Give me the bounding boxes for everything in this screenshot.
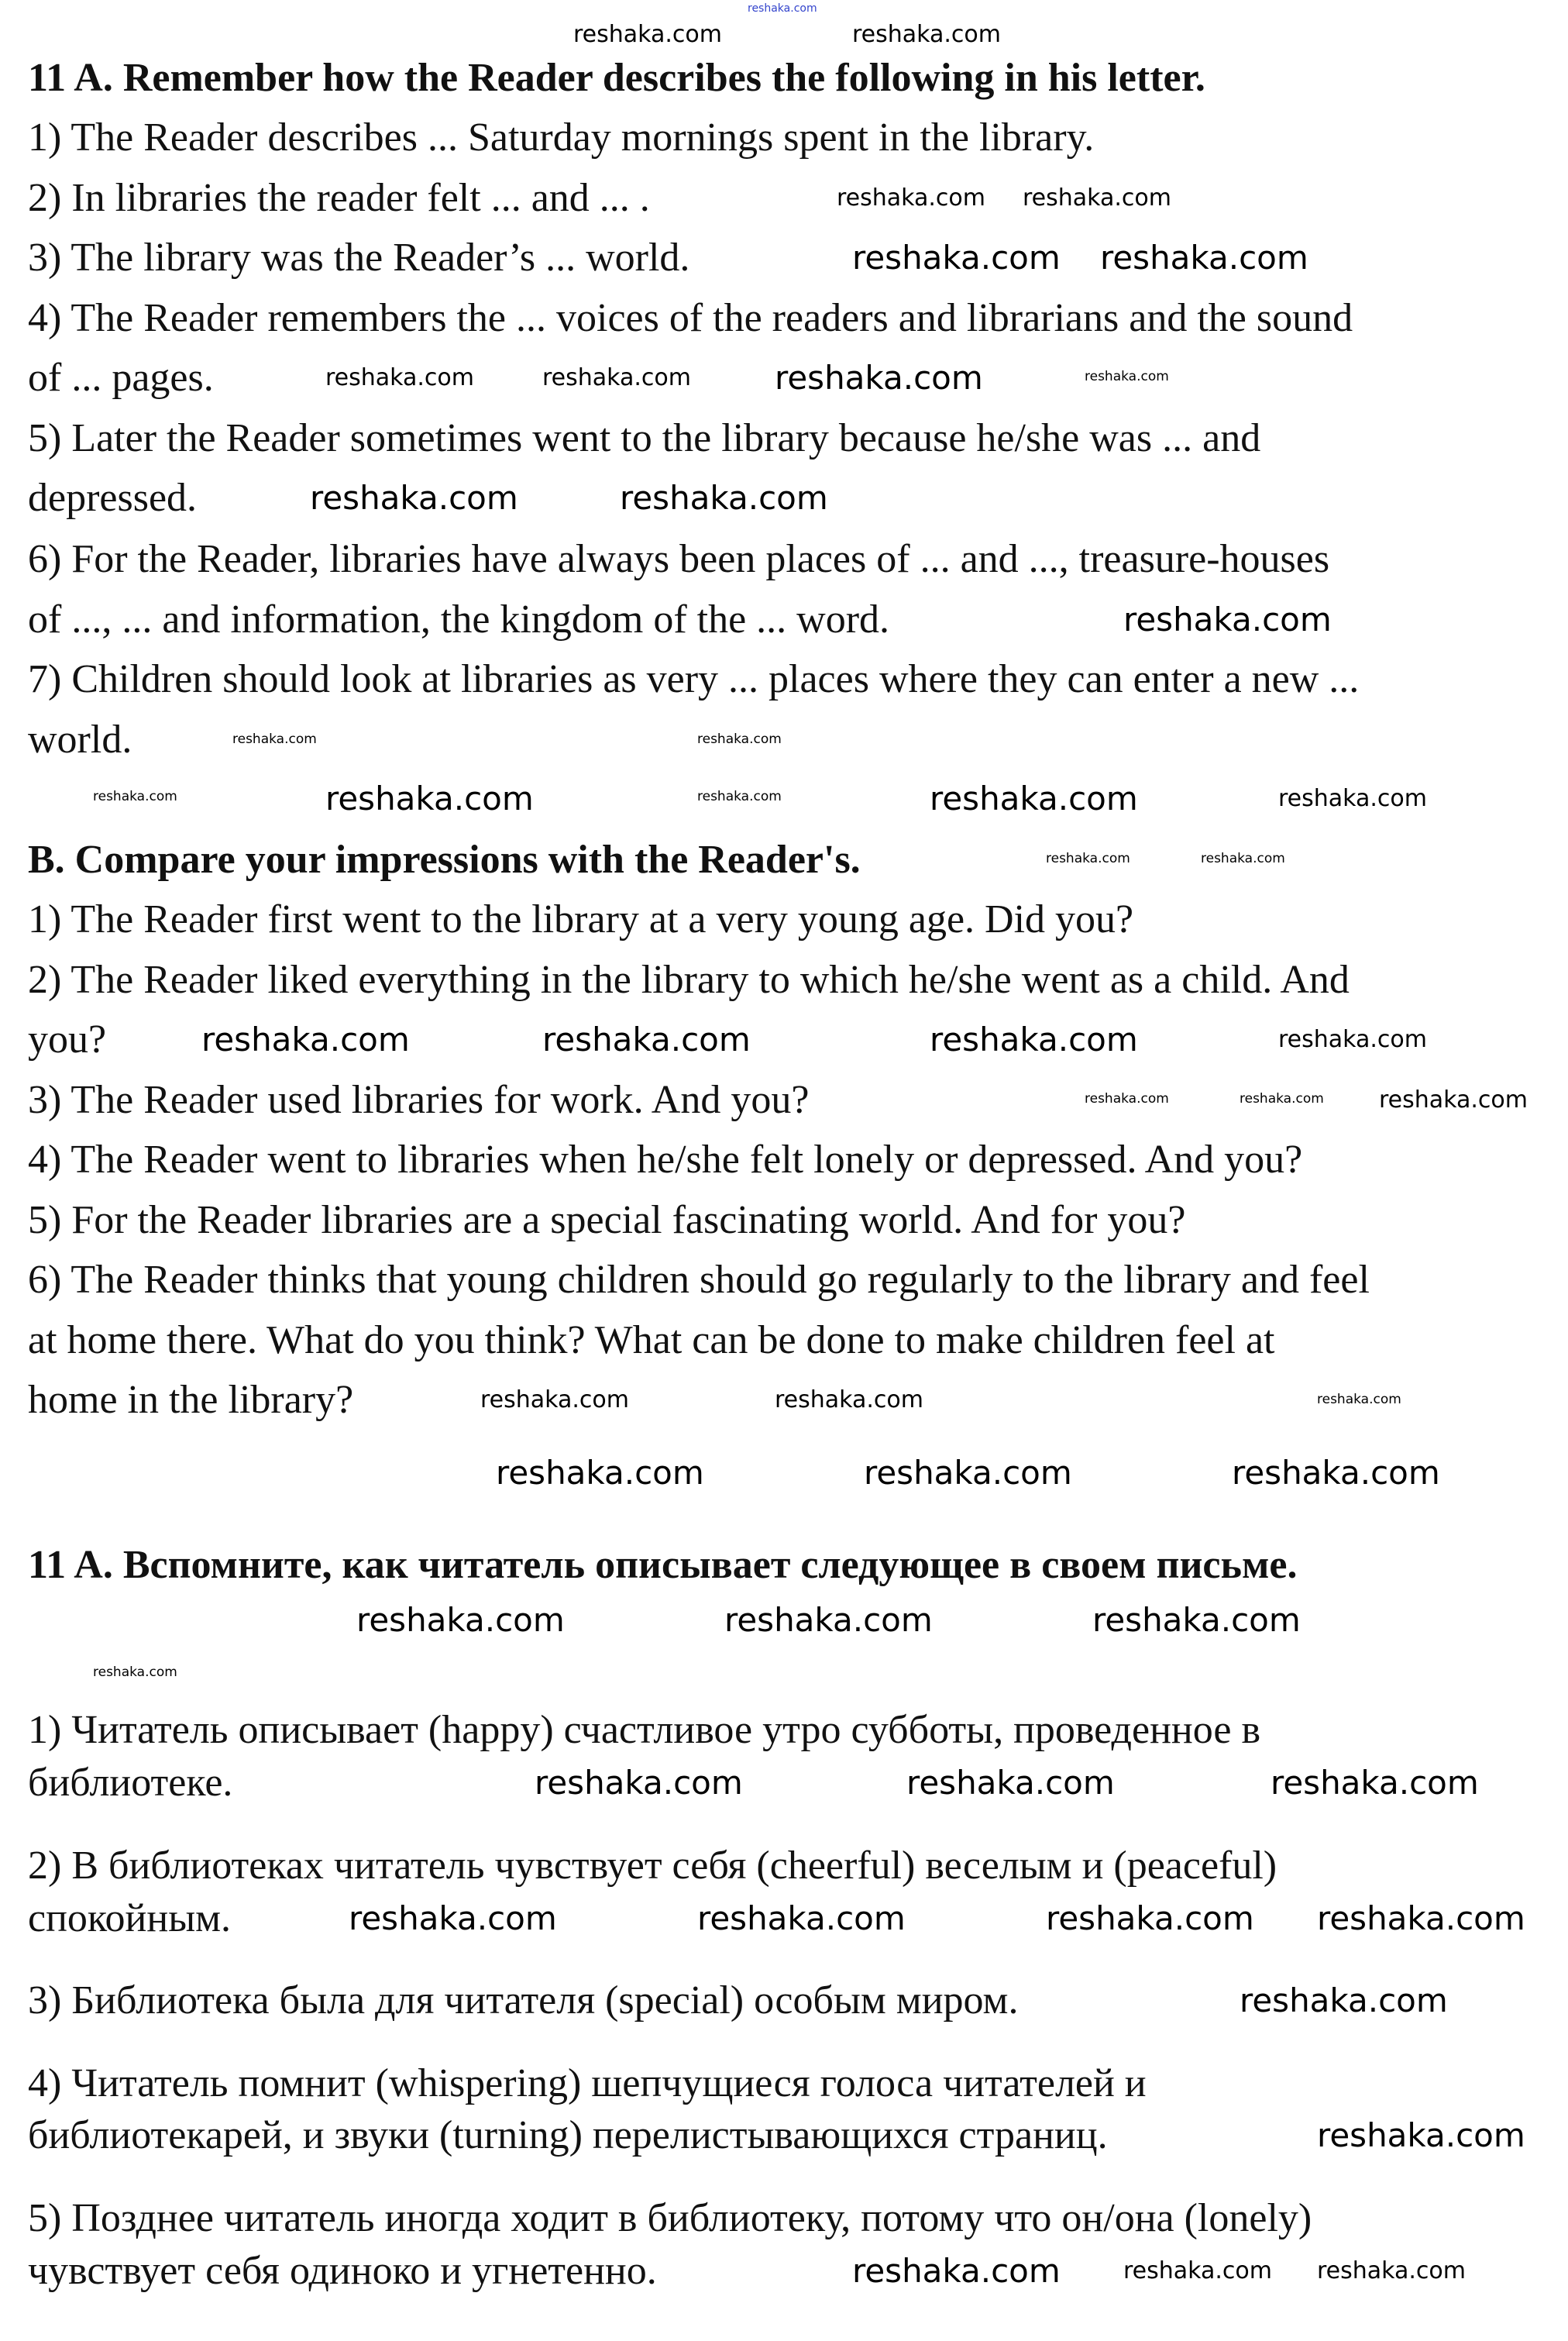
watermark: reshaka.com	[496, 1454, 704, 1492]
text-line: 2) In libraries the reader felt ... and ... .	[28, 176, 650, 220]
text-line: 1) The Reader first went to the library at a very young age. Did you?	[28, 897, 1134, 942]
watermark: reshaka.com	[1317, 2116, 1525, 2154]
watermark: reshaka.com	[697, 1899, 906, 1937]
text-line: 1) The Reader describes ... Saturday mornings spent in the library.	[28, 115, 1095, 160]
text-line: библиотеке.	[28, 1761, 233, 1805]
watermark: reshaka.com	[775, 359, 983, 397]
watermark: reshaka.com	[1085, 369, 1169, 384]
watermark: reshaka.com	[1240, 1091, 1324, 1107]
text-line: библиотекарей, и звуки (turning) перелистывающихся страниц.	[28, 2113, 1108, 2157]
watermark: reshaka.com	[1201, 851, 1285, 866]
watermark: reshaka.com	[852, 2252, 1061, 2290]
watermark: reshaka.com	[864, 1454, 1072, 1492]
watermark: reshaka.com	[1317, 1392, 1401, 1407]
watermark: reshaka.com	[232, 732, 317, 747]
text-line: 7) Children should look at libraries as very ... places where they can enter a new ...	[28, 657, 1360, 701]
watermark: reshaka.com	[542, 1021, 751, 1059]
watermark: reshaka.com	[1046, 851, 1130, 866]
watermark: reshaka.com	[93, 789, 177, 804]
watermark: reshaka.com	[1317, 1899, 1525, 1937]
text-line: of ..., ... and information, the kingdom of the ... word.	[28, 597, 890, 642]
watermark: reshaka.com	[906, 1764, 1115, 1802]
text-line: 3) The library was the Reader’s ... world.	[28, 236, 690, 280]
watermark: reshaka.com	[837, 184, 985, 212]
watermark: reshaka.com	[1023, 184, 1171, 212]
watermark: reshaka.com	[325, 780, 534, 818]
watermark: reshaka.com	[775, 1386, 923, 1413]
watermark: reshaka.com	[697, 732, 782, 747]
watermark: reshaka.com	[1100, 239, 1308, 277]
watermark: reshaka.com	[356, 1601, 565, 1639]
section-b-title: B. Compare your impressions with the Reader's.	[28, 838, 861, 882]
watermark: reshaka.com	[930, 1021, 1138, 1059]
watermark: reshaka.com	[310, 479, 518, 517]
watermark: reshaka.com	[1123, 2257, 1272, 2284]
watermark: reshaka.com	[325, 364, 474, 391]
watermark: reshaka.com	[748, 2, 817, 15]
text-line: спокойным.	[28, 1896, 232, 1940]
section-ru-title: 11 A. Вспомните, как читатель описывает следующее в своем письме.	[28, 1543, 1298, 1587]
watermark: reshaka.com	[1092, 1601, 1301, 1639]
watermark: reshaka.com	[480, 1386, 629, 1413]
watermark: reshaka.com	[1271, 1764, 1479, 1802]
watermark: reshaka.com	[93, 1665, 177, 1680]
text-line: 2) В библиотеках читатель чувствует себя (cheerful) веселым и (peaceful)	[28, 1844, 1277, 1888]
watermark: reshaka.com	[697, 789, 782, 804]
watermark: reshaka.com	[852, 239, 1061, 277]
section-a-title: 11 A. Remember how the Reader describes the following in his letter.	[28, 56, 1205, 100]
watermark: reshaka.com	[1317, 2257, 1466, 2284]
watermark: reshaka.com	[201, 1021, 410, 1059]
text-line: 5) For the Reader libraries are a special fascinating world. And for you?	[28, 1198, 1186, 1242]
watermark: reshaka.com	[620, 479, 828, 517]
watermark: reshaka.com	[1278, 785, 1427, 812]
text-line: depressed.	[28, 476, 198, 520]
watermark: reshaka.com	[1240, 1981, 1448, 2019]
text-line: 4) The Reader went to libraries when he/she felt lonely or depressed. And you?	[28, 1138, 1303, 1182]
text-line: 5) Позднее читатель иногда ходит в библиотеку, потому что он/она (lonely)	[28, 2196, 1312, 2240]
watermark: reshaka.com	[1232, 1454, 1440, 1492]
watermark: reshaka.com	[930, 780, 1138, 818]
watermark: reshaka.com	[1085, 1091, 1169, 1107]
text-line: 3) The Reader used libraries for work. And you?	[28, 1078, 810, 1122]
text-line: at home there. What do you think? What can be done to make children feel at	[28, 1318, 1275, 1362]
text-line: 1) Читатель описывает (happy) счастливое утро субботы, проведенное в	[28, 1708, 1261, 1752]
watermark: reshaka.com	[1278, 1026, 1427, 1053]
text-line: 3) Библиотека была для читателя (special) особым миром.	[28, 1978, 1019, 2023]
text-line: 4) The Reader remembers the ... voices of the readers and librarians and the sound	[28, 296, 1353, 340]
watermark: reshaka.com	[1123, 601, 1332, 639]
text-line: world.	[28, 718, 132, 762]
watermark: reshaka.com	[542, 364, 691, 391]
watermark: reshaka.com	[1046, 1899, 1254, 1937]
watermark: reshaka.com	[852, 21, 1001, 48]
watermark: reshaka.com	[1379, 1086, 1528, 1114]
text-line: 5) Later the Reader sometimes went to the library because he/she was ... and	[28, 416, 1261, 460]
watermark: reshaka.com	[573, 21, 722, 48]
text-line: home in the library?	[28, 1378, 354, 1422]
watermark: reshaka.com	[724, 1601, 933, 1639]
text-line: 2) The Reader liked everything in the library to which he/she went as a child. And	[28, 958, 1350, 1002]
text-line: of ... pages.	[28, 356, 214, 400]
text-line: 4) Читатель помнит (whispering) шепчущиеся голоса читателей и	[28, 2061, 1147, 2105]
text-line: чувствует себя одиноко и угнетенно.	[28, 2249, 657, 2293]
text-line: 6) For the Reader, libraries have always been places of ... and ..., treasure-houses	[28, 537, 1330, 581]
watermark: reshaka.com	[535, 1764, 743, 1802]
text-line: 6) The Reader thinks that young children should go regularly to the library and feel	[28, 1258, 1370, 1302]
watermark: reshaka.com	[349, 1899, 557, 1937]
text-line: you?	[28, 1017, 107, 1062]
